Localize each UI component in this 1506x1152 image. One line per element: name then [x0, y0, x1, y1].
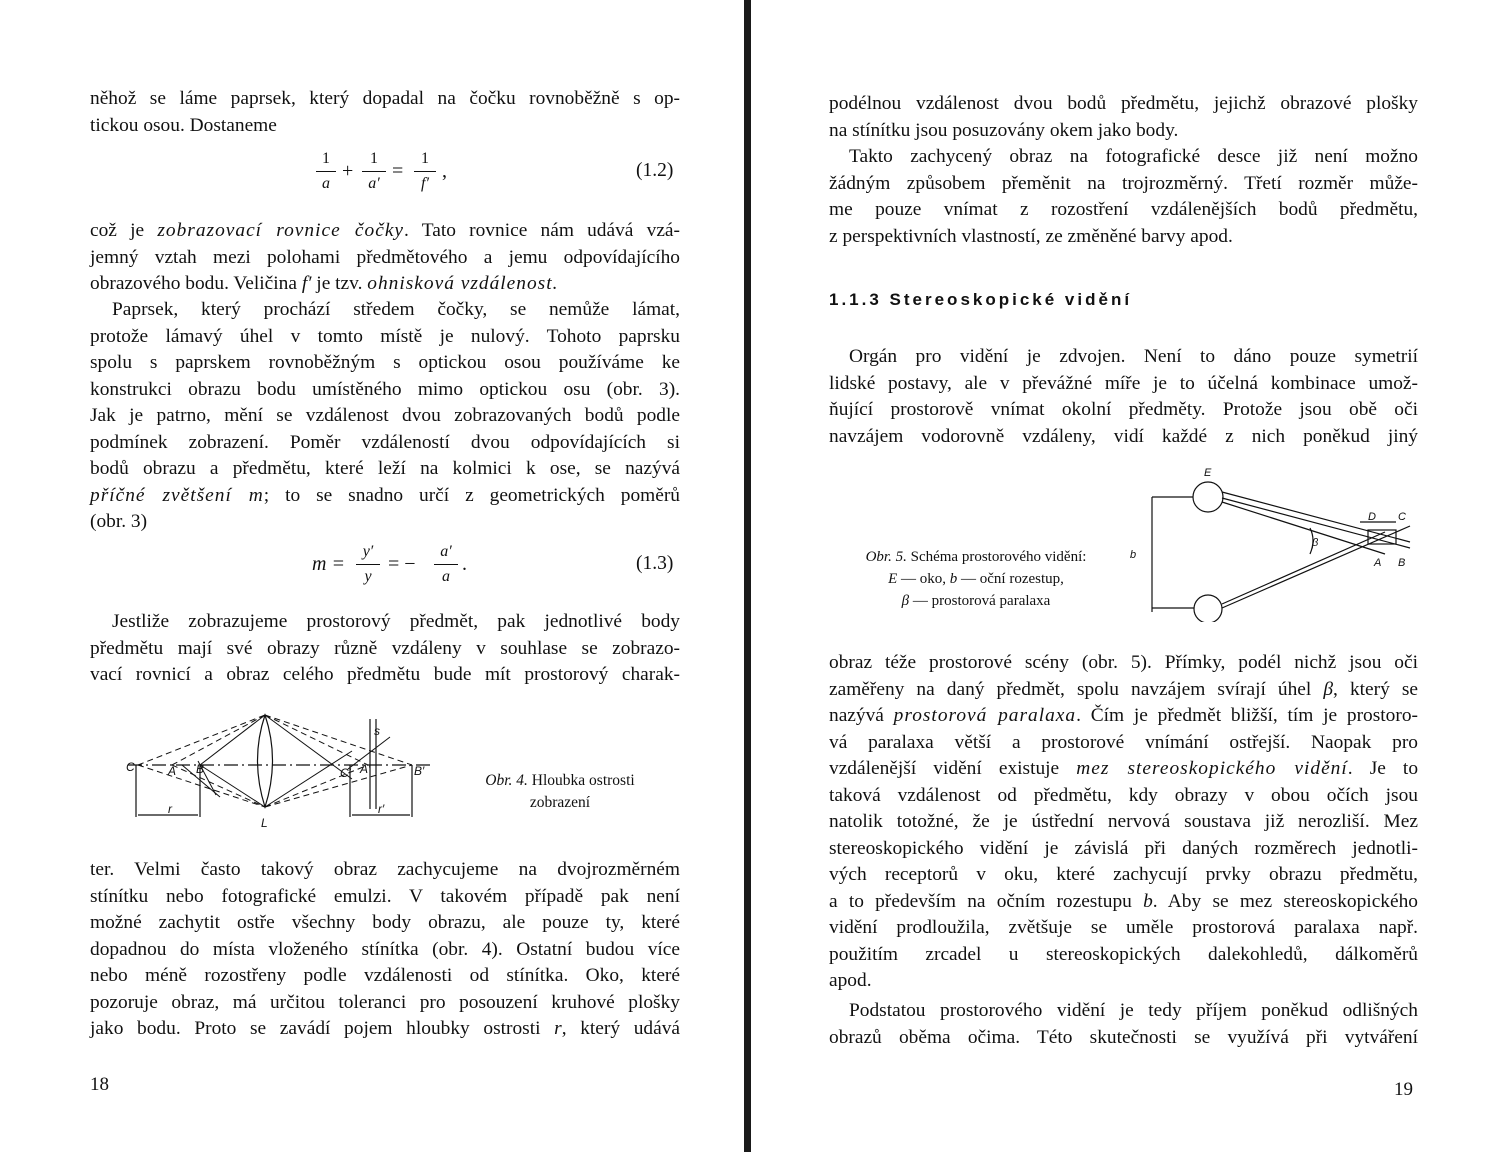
- label-rp: r′: [378, 802, 385, 816]
- equation-number: (1.2): [636, 160, 674, 181]
- label-E: E: [1204, 467, 1212, 479]
- figure-5-caption: Obr. 5. Schéma prostorového vidění: E — oko, b — oční rozestup, β — prostorová paralaxa: [865, 549, 1087, 609]
- figure-4: [120, 705, 440, 835]
- label-Ap: A′: [360, 762, 371, 776]
- label-A: A: [168, 764, 177, 778]
- label-beta: β: [1312, 537, 1319, 549]
- label-B: B: [196, 762, 205, 776]
- paragraph-spatial-object: Jestliže zobrazujeme prostorový předmět, pak jednotlivé body předmětu mají své obrazy různě vzdáleny v souhlase se zobrazo- vací rovnicí a obraz celého předmětu bude mít prostorový charak-: [90, 611, 680, 685]
- eq12-term2: $\frac{1}{a'}$: [362, 147, 386, 196]
- eye-bottom: [1194, 595, 1222, 622]
- eye-top: [1193, 482, 1223, 512]
- eq12-term1: $\frac{1}{a}$: [316, 147, 336, 196]
- equation-number: (1.3): [636, 553, 674, 574]
- label-L: L: [261, 816, 268, 830]
- figure-4-diagram: [120, 705, 440, 835]
- eq12-term3: $\frac{1}{f'}$: [414, 147, 436, 196]
- eq13-frac2: $\frac{a'}{a}$: [434, 540, 458, 589]
- page-number-left: 18: [90, 1074, 109, 1095]
- book-gutter: [744, 0, 751, 1152]
- label-Cp: C′: [340, 766, 351, 780]
- paragraph-longitudinal: podélnou vzdálenost dvou bodů předmětu, jejichž obrazové plošky na stínítku jsou posuzovány okem jako body.: [829, 93, 1418, 141]
- paragraph-essence: Podstatou prostorového vidění je tedy příjem poněkud odlišných obrazů oběma očima. Této skutečnosti se využívá při vytváření: [829, 1000, 1418, 1048]
- label-B: B: [1398, 557, 1406, 569]
- label-r: r: [168, 802, 172, 816]
- label-Bp: B′: [414, 764, 425, 778]
- intro-paragraph: něhož se láme paprsek, který dopadal na čočku rovnoběžně s op- tickou osou. Dostaneme: [90, 88, 680, 136]
- section-heading: 1.1.3 Stereoskopické vidění: [829, 290, 1133, 309]
- paragraph-parallax: obraz téže prostorové scény (obr. 5). Přímky, podél nichž jsou oči zaměřeny na daný předmět, spolu navzájem svírají úhel β, který se nazývá prostorová paralaxa. Čím je předmět bližší, tím je prostoro- vá paralaxa větší a prostorové vnímání ostřejší. Naopak pro vzdálenější vidění existuje mez stereoskopického vidění. Je to taková vzdálenost od předmětu, kdy obrazy v obou očích jsou natolik totožné, že je ústřední nervová soustava již nerozliší. Mez stereoskopického vidění je závislá při daných rozměrech jednotli- vých receptorů v oku, které zachycují prvky obrazu předmětu, a to především na očním rozestupu b. Aby se mez stereoskopického vidění prodloužila, zvětšuje se uměle prostorová paralaxa např. použitím zrcadel u stereoskopických dalekohledů, dálkoměrů apod.: [829, 652, 1419, 991]
- lens: [258, 715, 273, 807]
- figure-5: [1130, 462, 1420, 622]
- eq13-frac1: $\frac{y'}{y}$: [356, 540, 380, 589]
- label-s: s: [374, 724, 380, 738]
- paragraph-photo-plate: Takto zachycený obraz na fotografické desce již není možno žádným způsobem přeměnit na trojrozměrný. Třetí rozměr může- me pouze vnímat z rozostření vzdálenějších bodů předmětu, z perspektivních vlastností, ze změněné barvy apod.: [829, 146, 1418, 247]
- paragraph-binocular: Orgán pro vidění je zdvojen. Není to dáno pouze symetrií lidské postavy, ale v převážné míře je to účelná kombinace umož- ňující prostorově vnímat okolní předměty. Protože jsou obě oči navzájem vodorovně vzdáleny, vidí každé z nich poněkud jiný: [829, 346, 1418, 447]
- figure-5-diagram: [1130, 462, 1420, 622]
- paragraph-depth-of-field: ter. Velmi často takový obraz zachycujeme na dvojrozměrném stínítku nebo fotografické emulzi. V takovém případě pak není možné zachytit ostře všechny body obrazu, ale pouze ty, které dopadnou do místa vloženého stínítka (obr. 4). Ostatní budou více nebo méně rozostřeny podle vzdálenosti od stínítka. Oko, které pozoruje obraz, má určitou toleranci pro posouzení kruhové plošky jako bodu. Proto se zavádí pojem hloubky ostrosti r, který udává: [90, 859, 680, 1039]
- label-C: C: [1398, 511, 1406, 523]
- label-C: C: [126, 760, 135, 774]
- label-b: b: [1130, 549, 1137, 561]
- page-number-right: 19: [1394, 1079, 1413, 1100]
- figure-4-caption: Obr. 4. Hloubka ostrosti zobrazení: [485, 772, 635, 811]
- paragraph-magnification: Paprsek, který prochází středem čočky, se nemůže lámat, protože lámavý úhel v tomto místě je nulový. Tohoto paprsku spolu s paprskem rovnoběžným s optickou osou používáme ke konstrukci obrazu bodu umístěného mimo optickou osu (obr. 3). Jak je patrno, mění se vzdálenost dvou zobrazovaných bodů podle podmínek zobrazení. Poměr vzdáleností dvou odpovídajících si bodů obrazu a předmětu, které leží na kolmici k ose, se nazývá příčné zvětšení m; to se snadno určí z geometrických poměrů (obr. 3): [90, 299, 680, 532]
- paragraph-lens-equation: což je zobrazovací rovnice čočky. Tato rovnice nám udává vzá- jemný vztah mezi polohami předmětového a jemu odpovídajícího obrazového bodu. Veličina f′ je tzv. ohnisková vzdálenost.: [90, 220, 680, 294]
- label-A: A: [1374, 557, 1382, 569]
- label-D: D: [1368, 511, 1376, 523]
